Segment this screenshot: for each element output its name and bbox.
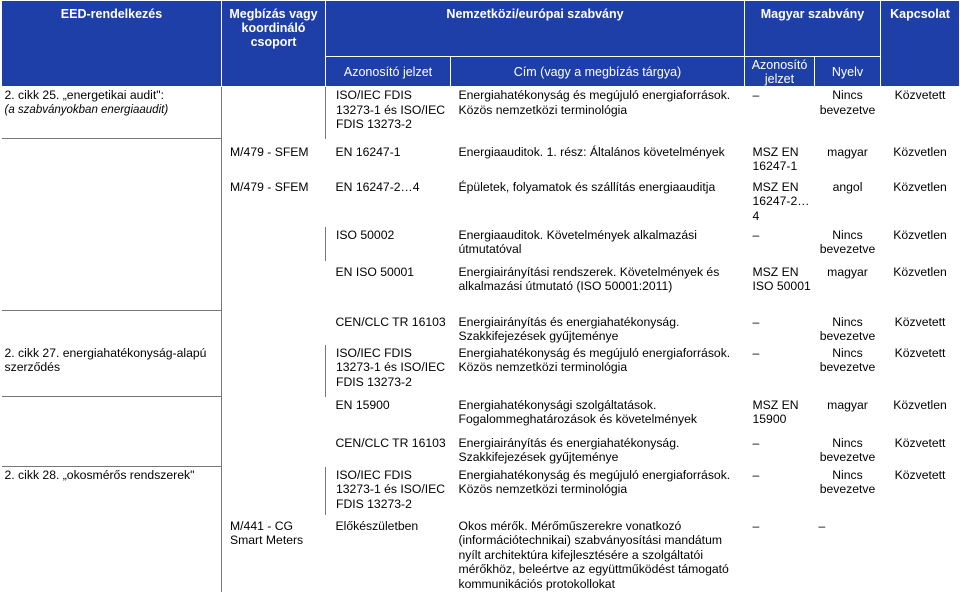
eed-cell: 2. cikk 28. „okosmérős rendszerek" [2,467,222,515]
mandate-cell [222,435,326,467]
table-row [2,87,960,139]
std-id-cell: CEN/CLC TR 16103 [335,314,446,329]
std-id-cell: EN ISO 50001 [335,264,415,279]
mandate-cell: M/441 - CG Smart Meters [222,515,326,592]
std-id-cell: ISO 50002 [326,227,451,261]
relation-cell: Közvetlen [893,264,947,279]
eed-cell [2,435,222,467]
eed-text: 2. cikk 25. „energetikai audit": [4,88,164,102]
header-intl-standard: Nemzetközi/európai szabvány [326,1,745,57]
mandate-cell [222,87,326,139]
hu-id-cell: MSZ EN ISO 50001 [752,264,811,293]
header-relation: Kapcsolat [881,1,960,87]
table-row [2,515,960,592]
eed-cell [2,87,222,139]
title-cell: Épületek, folyamatok és szállítás energiaauditja [458,179,716,194]
title-cell: Energiahatékonysági szolgáltatások. Fogalommeghatározások és követelmények [458,397,697,426]
header-hu-standard: Magyar szabvány [745,1,881,57]
relation-cell: Közvetett [894,88,946,102]
title-cell: Energiairányítási rendszerek. Követelmények és alkalmazási útmutató (ISO 50001:2011) [458,264,720,293]
hu-id-cell: – [752,88,760,102]
subheader-lang: Nyelv [815,57,881,87]
mandate-cell [222,345,326,397]
title-cell: Energiahatékonyság és megújuló energiaforrások. Közös nemzetközi terminológia [458,345,731,374]
subheader-hu-id: Azonosító jelzet [745,57,815,87]
standards-table [1,0,960,592]
title-cell: Energiairányítás és energiahatékonyság. Szakkifejezések gyűjteménye [458,435,680,464]
title-cell: Energiaauditok. 1. rész: Általános követelmények [458,144,725,159]
hu-id-cell: MSZ EN 16247-1 [752,144,799,173]
mandate-cell [222,397,326,435]
table-row [2,139,960,175]
hu-id-cell: – [752,435,760,450]
relation-cell: Közvetett [894,435,946,450]
header-eed: EED-rendelkezés [2,1,222,87]
header-mandate: Megbízás vagy koordináló csoport [222,1,326,87]
hu-id-cell: – [752,345,760,360]
table-row [2,261,960,311]
title-cell: Energiairányítás és energiahatékonyság. Szakkifejezések gyűjteménye [458,314,680,343]
relation-cell: Közvetlen [893,227,947,242]
table-row [2,435,960,467]
lang-cell: Nincs bevezetve [819,314,876,343]
title-cell: Energiahatékonyság és megújuló energiaforrások. Közös nemzetközi terminológia [458,88,731,117]
lang-cell: Nincs bevezetve [819,345,876,374]
relation-cell: Közvetett [894,314,946,329]
header-row [2,1,960,57]
std-id-cell: ISO/IEC FDIS 13273-1 és ISO/IEC FDIS 13273-2 [326,345,451,397]
eed-cell [2,397,222,435]
subheader-title: Cím (vagy a megbízás tárgya) [451,57,745,87]
std-id-cell: CEN/CLC TR 16103 [335,435,446,450]
lang-cell: angol [832,179,863,194]
relation-cell: Közvetlen [893,144,947,159]
eed-cell [2,261,222,311]
title-cell: Okos mérők. Mérőműszerekre vonatkozó (információtechnikai) szabványosítási mandátum nyílt architektúra kifejlesztésére a szolgáltatói mérőkhöz, beleértve az együttműködést támogató kommunikációs protokollokat [458,518,729,591]
mandate-cell [222,227,326,261]
mandate-cell: M/479 - SFEM [222,139,326,175]
hu-id-cell: MSZ EN 16247-2…4 [752,179,810,223]
table-row [2,345,960,397]
title-cell: Energiaauditok. Követelmények alkalmazási útmutatóval [458,227,697,256]
lang-cell: – [818,518,826,533]
eed-cell: 2. cikk 27. energiahatékonyság-alapú szerződés [2,345,222,397]
relation-cell: Közvetlen [893,397,947,412]
std-id-cell: ISO/IEC FDIS 13273-1 és ISO/IEC FDIS 13273-2 [326,87,451,139]
eed-note: (a szabványokban energiaaudit) [4,103,169,116]
std-id-cell: EN 15900 [335,397,390,412]
mandate-cell [222,311,326,345]
eed-cell [2,515,222,592]
std-id-cell: EN 16247-1 [335,144,401,159]
hu-id-cell: – [752,227,760,242]
lang-cell: magyar [827,144,868,159]
mandate-cell [222,261,326,311]
hu-id-cell: MSZ EN 15900 [752,397,799,426]
table-row [2,227,960,261]
relation-cell: Közvetlen [893,179,947,194]
relation-cell [881,515,960,592]
lang-cell: Nincs bevezetve [819,227,876,256]
mandate-cell [222,467,326,515]
table-row [2,175,960,227]
table-row [2,397,960,435]
std-id-cell: EN 16247-2…4 [335,179,420,194]
std-id-cell: Előkészületben [335,518,419,533]
std-id-cell: ISO/IEC FDIS 13273-1 és ISO/IEC FDIS 13273-2 [326,467,451,515]
hu-id-cell: – [752,314,760,329]
eed-cell [2,227,222,261]
relation-cell: Közvetett [894,467,946,482]
eed-cell [2,311,222,345]
eed-cell [2,139,222,175]
subheader-id: Azonosító jelzet [326,57,451,87]
lang-cell: magyar [827,397,868,412]
title-cell: Energiahatékonyság és megújuló energiaforrások. Közös nemzetközi terminológia [458,467,731,496]
mandate-cell: M/479 - SFEM [222,175,326,227]
lang-cell: magyar [827,264,868,279]
lang-cell: Nincs bevezetve [819,88,876,117]
lang-cell: Nincs bevezetve [819,467,876,496]
relation-cell: Közvetett [894,345,946,360]
eed-cell [2,175,222,227]
hu-id-cell: – [752,518,760,533]
lang-cell: Nincs bevezetve [819,435,876,464]
table-row [2,467,960,515]
hu-id-cell: – [752,467,760,482]
table-row [2,311,960,345]
